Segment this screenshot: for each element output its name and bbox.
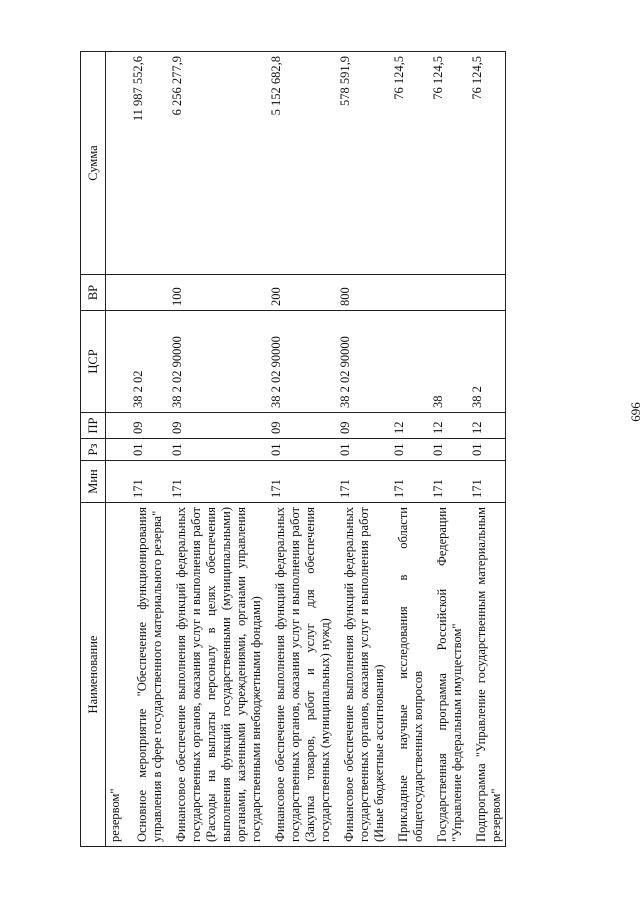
row-rz: 01 [166,439,265,461]
row-rz: 01 [388,439,427,461]
row-csr: 38 2 02 90000 [265,311,334,413]
header-csr: ЦСР [81,311,106,413]
row-min: 171 [265,461,334,503]
row-name: Финансовое обеспечение выполнения функций федеральных государственных органов, оказания услуг и выполнения работ (Иные бюджетные ассигнования) [334,503,388,847]
table-row [466,52,506,847]
row-vr [427,275,466,311]
row-pr: 12 [388,413,427,439]
budget-table [80,51,506,847]
row-pr: 12 [427,413,466,439]
budget-table-rotated [80,52,612,847]
row-rz: 01 [427,439,466,461]
header-pr: ПР [81,413,106,439]
row-csr: 38 2 [466,311,506,413]
row-sum: 6 256 277,9 [166,52,265,275]
row-pr: 09 [334,413,388,439]
row-sum: 76 124,5 [427,52,466,275]
row-vr [466,275,506,311]
row-sum: 11 987 552,6 [127,52,166,275]
table-header [81,52,106,847]
header-rz: Рз [81,439,106,461]
row-rz: 01 [265,439,334,461]
row-min: 171 [127,461,166,503]
table-row [334,52,388,847]
row-csr [388,311,427,413]
table-row [166,52,265,847]
row-rz: 01 [127,439,166,461]
row-name: Основное мероприятие "Обеспечение функционирования управления в сфере государственного материального резерва" [127,503,166,847]
row-vr: 100 [166,275,265,311]
table-row-continuation [106,52,128,847]
table-row [127,52,166,847]
row-name: Финансовое обеспечение выполнения функций федеральных государственных органов, оказания услуг и выполнения работ (Расходы на выплаты персоналу в целях обеспечения выполнения функций государственными (муниципальными) органами, казенными учреждениями, органами управления государственными внебюджетными фондами) [166,503,265,847]
header-sum: Сумма [81,52,106,275]
row-csr: 38 2 02 90000 [166,311,265,413]
row-vr: 200 [265,275,334,311]
row-min: 171 [427,461,466,503]
continuation-text: резервом" [106,503,128,847]
header-min: Мин [81,461,106,503]
row-name: Финансовое обеспечение выполнения функций федеральных государственных органов, оказания услуг и выполнения работ (Закупка товаров, работ и услуг для обеспечения государственных (муниципальных) нужд) [265,503,334,847]
row-sum: 76 124,5 [466,52,506,275]
row-vr: 800 [334,275,388,311]
row-min: 171 [466,461,506,503]
row-min: 171 [334,461,388,503]
row-vr [127,275,166,311]
row-name: Прикладные научные исследования в области общегосударственных вопросов [388,503,427,847]
row-name: Государственная программа Российской Федерации "Управление федеральным имуществом" [427,503,466,847]
table-row [388,52,427,847]
row-pr: 12 [466,413,506,439]
row-csr: 38 2 02 90000 [334,311,388,413]
row-pr: 09 [166,413,265,439]
row-min: 171 [388,461,427,503]
row-rz: 01 [334,439,388,461]
header-name: Наименование [81,503,106,847]
row-csr: 38 [427,311,466,413]
row-name: Подпрограмма "Управление государственным материальным резервом" [466,503,506,847]
row-pr: 09 [127,413,166,439]
row-rz: 01 [466,439,506,461]
row-sum: 578 591,9 [334,52,388,275]
row-csr: 38 2 02 [127,311,166,413]
row-min: 171 [166,461,265,503]
row-sum: 76 124,5 [388,52,427,275]
row-pr: 09 [265,413,334,439]
table-row [265,52,334,847]
header-vr: ВР [81,275,106,311]
page-number: 696 [628,402,643,422]
row-vr [388,275,427,311]
table-row [427,52,466,847]
row-sum: 5 152 682,8 [265,52,334,275]
